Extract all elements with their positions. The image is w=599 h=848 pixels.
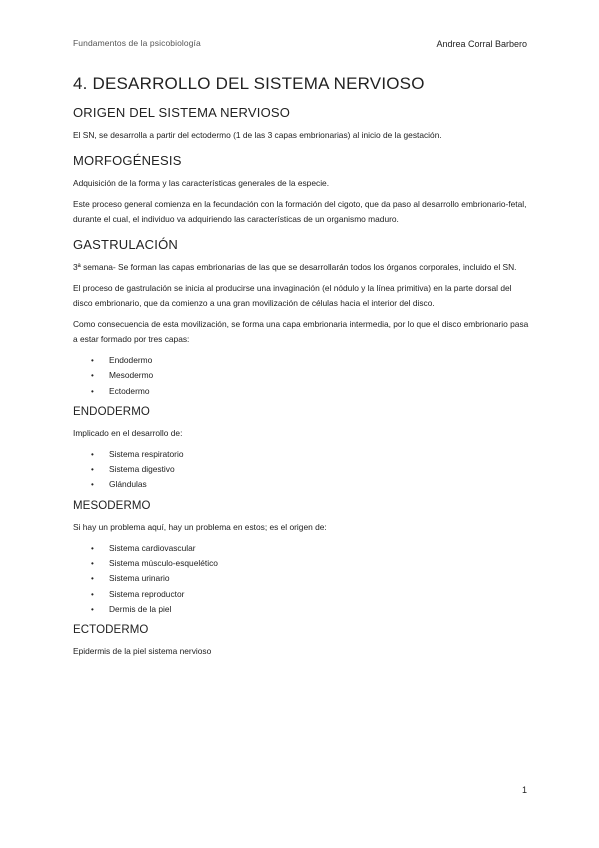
paragraph-gastrulacion-3: Como consecuencia de esta movilización, se forma una capa embrionaria intermedia, por lo que el disco embrionario pasa a estar formado por tres capas: bbox=[73, 319, 529, 344]
section-heading-endodermo: ENDODERMO bbox=[73, 405, 150, 418]
running-header-author: Andrea Corral Barbero bbox=[436, 39, 527, 49]
bullet-icon: • bbox=[91, 589, 94, 599]
list-item: • Sistema reproductor bbox=[73, 587, 533, 602]
list-item: • Dermis de la piel bbox=[73, 602, 533, 617]
list-item: • Sistema músculo-esquelético bbox=[73, 556, 533, 571]
list-item: • Ectodermo bbox=[73, 384, 533, 399]
section-heading-origen: ORIGEN DEL SISTEMA NERVIOSO bbox=[73, 105, 291, 120]
list-item: • Endodermo bbox=[73, 353, 533, 368]
paragraph-morfogenesis-2: Este proceso general comienza en la fecundación con la formación del cigoto, que da paso al desarrollo embrionario-fetal, durante el cual, el individuo va adquiriendo las características de un organismo maduro. bbox=[73, 199, 527, 224]
bullet-icon: • bbox=[91, 371, 94, 381]
paragraph-mesodermo: Si hay un problema aquí, hay un problema en estos; es el origen de: bbox=[73, 521, 327, 532]
section-heading-ectodermo: ECTODERMO bbox=[73, 624, 149, 637]
page-number: 1 bbox=[521, 785, 527, 795]
paragraph-gastrulacion-2: El proceso de gastrulación se inicia al producirse una invaginación (el nódulo y la línea primitiva) en la parte dorsal del disco embrionario, que da comienzo a una gran movilización de células hacia el interior del disco. bbox=[73, 283, 512, 308]
bullet-icon: • bbox=[91, 574, 94, 584]
chapter-title: 4. DESARROLLO DEL SISTEMA NERVIOSO bbox=[73, 74, 425, 93]
page-content bbox=[73, 74, 533, 665]
list-item: • Sistema urinario bbox=[73, 571, 533, 586]
list-item: • Sistema cardiovascular bbox=[73, 541, 533, 556]
bullet-icon: • bbox=[91, 604, 94, 614]
running-header-course: Fundamentos de la psicobiología bbox=[73, 38, 201, 48]
bullet-icon: • bbox=[91, 543, 94, 553]
list-item: • Sistema respiratorio bbox=[73, 447, 533, 462]
paragraph-morfogenesis-1: Adquisición de la forma y las características generales de la especie. bbox=[73, 178, 330, 188]
paragraph-endodermo: Implicado en el desarrollo de: bbox=[73, 427, 183, 438]
bullet-icon: • bbox=[91, 386, 94, 396]
paragraph-ectodermo: Epidermis de la piel sistema nervioso bbox=[73, 646, 212, 657]
list-capas bbox=[73, 353, 533, 399]
section-heading-morfogenesis: MORFOGÉNESIS bbox=[73, 153, 182, 168]
section-heading-gastrulacion: GASTRULACIÓN bbox=[73, 237, 178, 252]
bullet-icon: • bbox=[91, 465, 94, 475]
list-mesodermo bbox=[73, 541, 533, 617]
paragraph-gastrulacion-1: 3ª semana- Se forman las capas embrionarias de las que se desarrollarán todos los órganos corporales, incluido el SN. bbox=[73, 262, 517, 272]
section-heading-mesodermo: MESODERMO bbox=[73, 499, 151, 512]
bullet-icon: • bbox=[91, 559, 94, 569]
paragraph-origen: El SN, se desarrolla a partir del ectodermo (1 de las 3 capas embrionarias) al inicio de la gestación. bbox=[73, 130, 442, 140]
list-item: • Sistema digestivo bbox=[73, 462, 533, 477]
bullet-icon: • bbox=[91, 480, 94, 490]
bullet-icon: • bbox=[91, 356, 94, 365]
list-item: • Mesodermo bbox=[73, 368, 533, 383]
bullet-icon: • bbox=[91, 449, 94, 459]
list-item: • Glándulas bbox=[73, 477, 533, 492]
list-endodermo bbox=[73, 447, 533, 493]
